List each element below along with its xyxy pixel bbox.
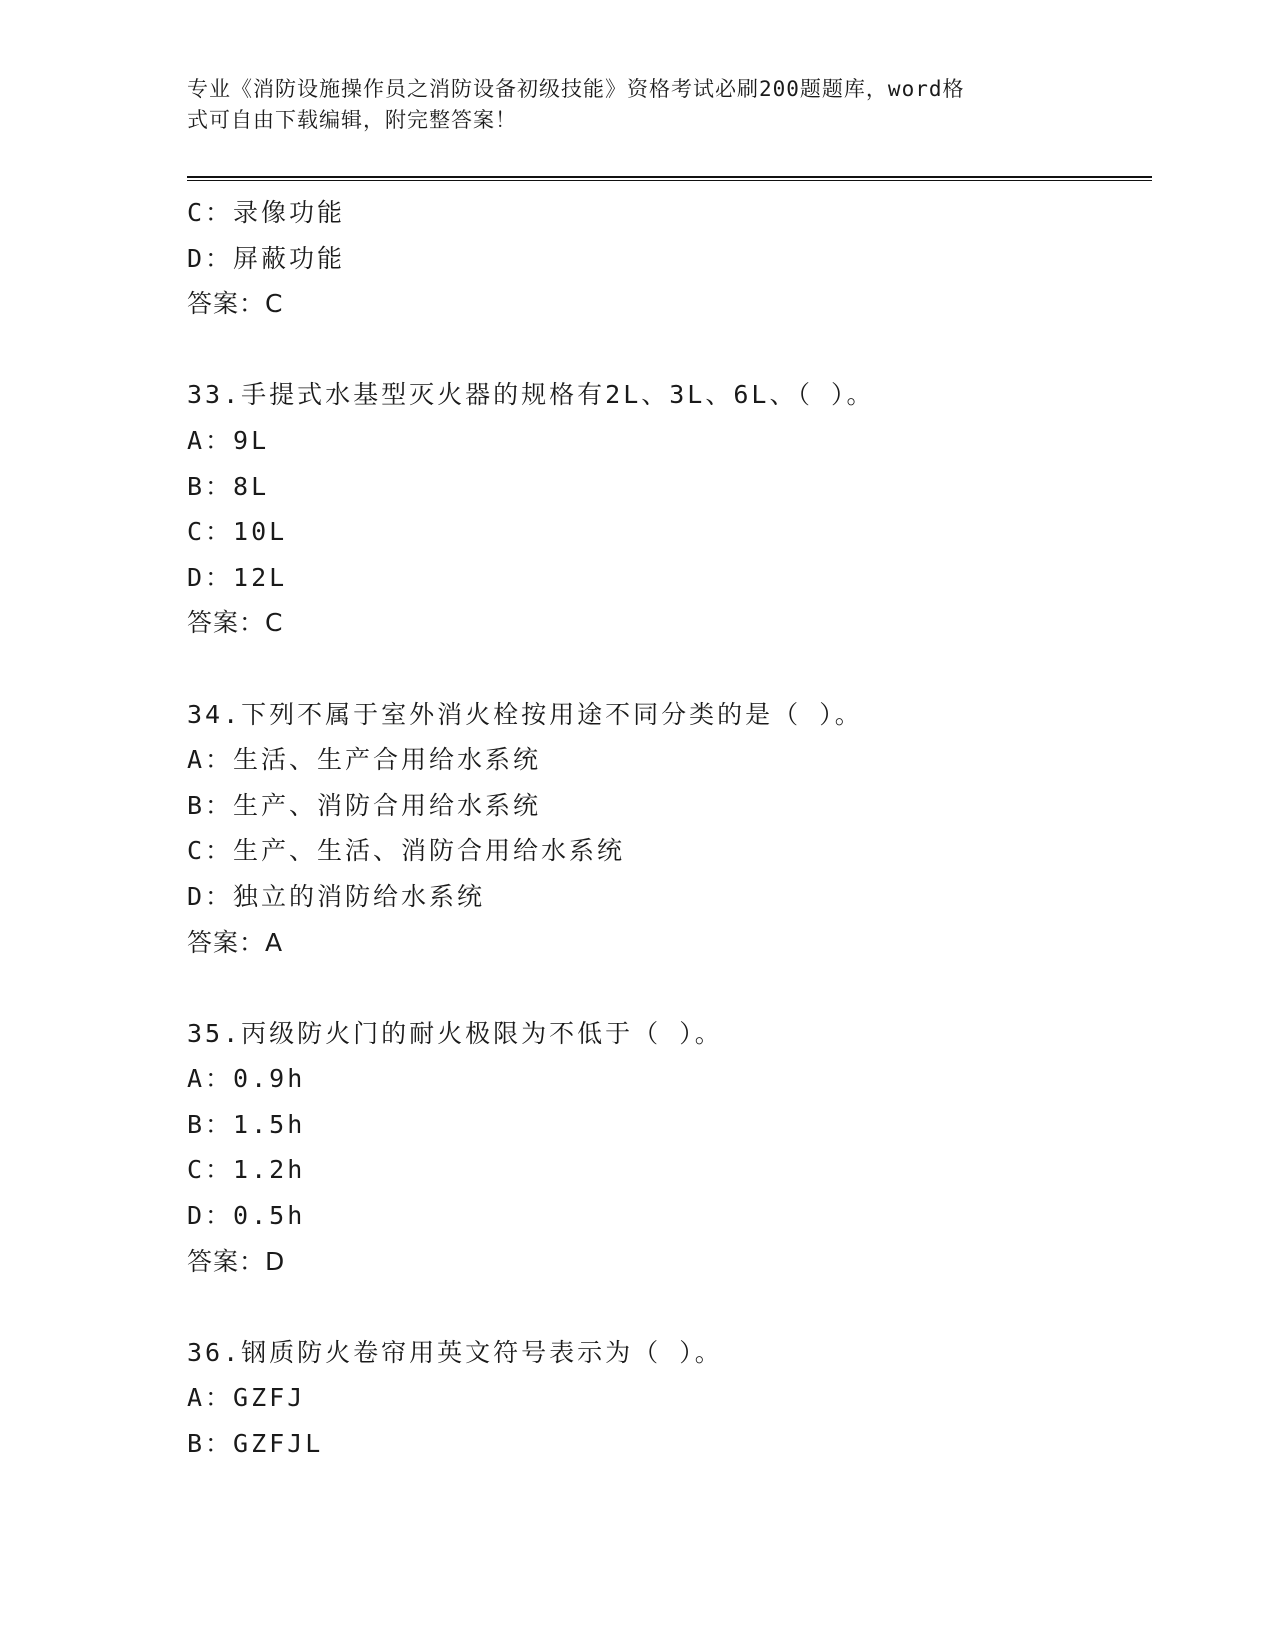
option-a: A：9L xyxy=(187,425,270,455)
option-d: D：12L xyxy=(187,562,288,592)
option-a: A：GZFJ xyxy=(187,1383,306,1413)
question-list xyxy=(187,190,1147,1467)
option-c: C：录像功能 xyxy=(187,198,346,227)
spacer xyxy=(187,1284,1147,1330)
answer: 答案：C xyxy=(187,289,284,319)
option-b: B：1.5h xyxy=(187,1109,306,1139)
option-c: C：生产、生活、消防合用给水系统 xyxy=(187,836,626,866)
answer: 答案：C xyxy=(187,608,284,638)
question-36 xyxy=(187,1330,1147,1467)
question-stem: 34.下列不属于室外消火栓按用途不同分类的是（ ）。 xyxy=(187,699,863,729)
option-c: C：10L xyxy=(187,517,288,547)
spacer xyxy=(187,646,1147,692)
question-stem: 33.手提式水基型灭火器的规格有2L、3L、6L、（ ）。 xyxy=(187,380,875,410)
option-c: C：1.2h xyxy=(187,1155,306,1185)
option-d: D：0.5h xyxy=(187,1201,306,1231)
document-header xyxy=(187,74,1067,136)
spacer xyxy=(187,965,1147,1011)
option-b: B：8L xyxy=(187,471,270,501)
question-stem: 36.钢质防火卷帘用英文符号表示为（ ）。 xyxy=(187,1337,723,1367)
question-33 xyxy=(187,372,1147,646)
answer: 答案：D xyxy=(187,1246,286,1276)
question-35 xyxy=(187,1011,1147,1285)
option-a: A：生活、生产合用给水系统 xyxy=(187,745,542,775)
option-b: B：生产、消防合用给水系统 xyxy=(187,790,542,820)
header-divider xyxy=(187,176,1152,181)
option-d: D：屏蔽功能 xyxy=(187,243,346,273)
header-line-2: 式可自由下载编辑，附完整答案！ xyxy=(187,108,517,132)
option-d: D：独立的消防给水系统 xyxy=(187,881,486,911)
question-34 xyxy=(187,692,1147,966)
spacer xyxy=(187,327,1147,373)
header-line-1: 专业《消防设施操作员之消防设备初级技能》资格考试必刷200题题库，word格 xyxy=(187,77,965,101)
answer: 答案：A xyxy=(187,927,284,957)
question-stem: 35.丙级防火门的耐火极限为不低于（ ）。 xyxy=(187,1018,723,1048)
option-b: B：GZFJL xyxy=(187,1429,324,1459)
option-a: A：0.9h xyxy=(187,1064,306,1094)
